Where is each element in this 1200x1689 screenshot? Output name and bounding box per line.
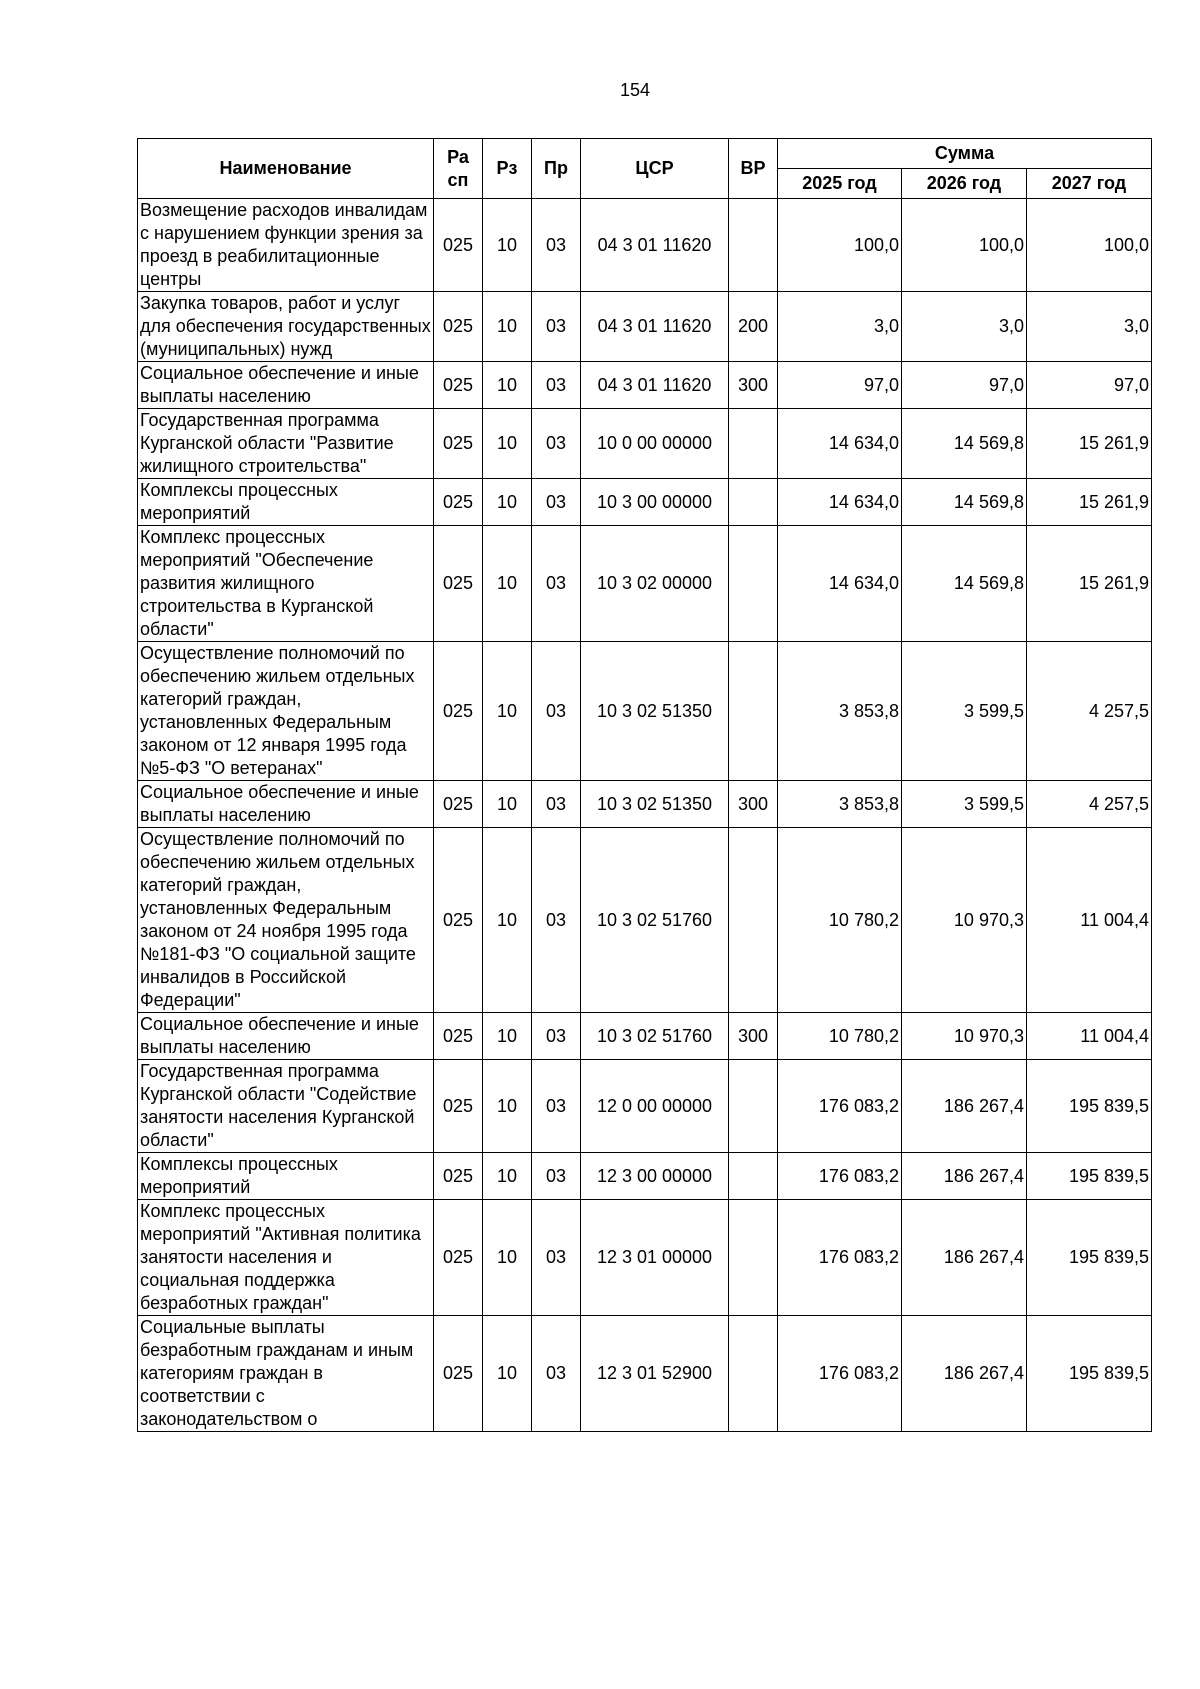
- row-name: Социальные выплаты безработным гражданам и иным категориям граждан в соответствии с законодательством о: [138, 1316, 434, 1432]
- row-name: Осуществление полномочий по обеспечению жильем отдельных категорий граждан, установленных Федеральным законом от 24 ноября 1995 года №181-ФЗ "О социальной защите инвалидов в Российской Федерации": [138, 828, 434, 1013]
- row-csr: 04 3 01 11620: [581, 292, 729, 362]
- row-amount-2025: 3 853,8: [778, 642, 902, 781]
- row-amount-2027: 4 257,5: [1027, 642, 1152, 781]
- header-rasp: Ра сп: [434, 139, 483, 199]
- table-row: [138, 479, 1152, 526]
- row-amount-2026: 186 267,4: [902, 1153, 1027, 1200]
- row-csr: 10 0 00 00000: [581, 409, 729, 479]
- row-pr: 03: [532, 642, 581, 781]
- table-row: [138, 781, 1152, 828]
- row-csr: 12 0 00 00000: [581, 1060, 729, 1153]
- row-pr: 03: [532, 1316, 581, 1432]
- row-rz: 10: [483, 362, 532, 409]
- row-amount-2027: 195 839,5: [1027, 1200, 1152, 1316]
- row-rz: 10: [483, 642, 532, 781]
- row-amount-2025: 100,0: [778, 199, 902, 292]
- header-year-2027: 2027 год: [1027, 169, 1152, 199]
- row-rz: 10: [483, 1060, 532, 1153]
- row-rz: 10: [483, 1153, 532, 1200]
- row-csr: 10 3 02 51760: [581, 828, 729, 1013]
- row-vr: [729, 1060, 778, 1153]
- table-body: [138, 199, 1152, 1432]
- row-csr: 10 3 02 51350: [581, 781, 729, 828]
- row-vr: [729, 199, 778, 292]
- row-vr: 200: [729, 292, 778, 362]
- row-amount-2026: 186 267,4: [902, 1200, 1027, 1316]
- row-amount-2027: 97,0: [1027, 362, 1152, 409]
- row-csr: 12 3 01 00000: [581, 1200, 729, 1316]
- row-pr: 03: [532, 479, 581, 526]
- row-amount-2025: 14 634,0: [778, 479, 902, 526]
- row-rz: 10: [483, 292, 532, 362]
- row-rz: 10: [483, 199, 532, 292]
- row-pr: 03: [532, 781, 581, 828]
- row-name: Комплексы процессных мероприятий: [138, 479, 434, 526]
- row-amount-2027: 15 261,9: [1027, 479, 1152, 526]
- table-row: [138, 292, 1152, 362]
- row-amount-2027: 195 839,5: [1027, 1153, 1152, 1200]
- row-vr: [729, 479, 778, 526]
- table-row: [138, 1153, 1152, 1200]
- row-csr: 10 3 02 51350: [581, 642, 729, 781]
- header-csr: ЦСР: [581, 139, 729, 199]
- header-vr: ВР: [729, 139, 778, 199]
- header-rz: Рз: [483, 139, 532, 199]
- row-pr: 03: [532, 1060, 581, 1153]
- table-row: [138, 1060, 1152, 1153]
- row-vr: [729, 828, 778, 1013]
- row-amount-2027: 11 004,4: [1027, 1013, 1152, 1060]
- row-vr: 300: [729, 1013, 778, 1060]
- row-rz: 10: [483, 1200, 532, 1316]
- row-amount-2027: 195 839,5: [1027, 1060, 1152, 1153]
- row-amount-2025: 14 634,0: [778, 409, 902, 479]
- row-name: Государственная программа Курганской области "Содействие занятости населения Курганской области": [138, 1060, 434, 1153]
- row-amount-2026: 3 599,5: [902, 642, 1027, 781]
- row-amount-2027: 100,0: [1027, 199, 1152, 292]
- row-pr: 03: [532, 362, 581, 409]
- row-csr: 04 3 01 11620: [581, 362, 729, 409]
- row-vr: 300: [729, 781, 778, 828]
- row-csr: 12 3 01 52900: [581, 1316, 729, 1432]
- row-amount-2026: 14 569,8: [902, 526, 1027, 642]
- row-csr: 10 3 02 00000: [581, 526, 729, 642]
- row-pr: 03: [532, 1013, 581, 1060]
- table-row: [138, 1200, 1152, 1316]
- row-rz: 10: [483, 828, 532, 1013]
- row-amount-2026: 14 569,8: [902, 409, 1027, 479]
- table-row: [138, 362, 1152, 409]
- row-amount-2026: 100,0: [902, 199, 1027, 292]
- row-amount-2026: 10 970,3: [902, 828, 1027, 1013]
- row-pr: 03: [532, 199, 581, 292]
- row-vr: [729, 1316, 778, 1432]
- header-year-2025: 2025 год: [778, 169, 902, 199]
- row-csr: 12 3 00 00000: [581, 1153, 729, 1200]
- row-vr: [729, 1153, 778, 1200]
- row-rasp: 025: [434, 199, 483, 292]
- row-amount-2026: 14 569,8: [902, 479, 1027, 526]
- row-rz: 10: [483, 526, 532, 642]
- row-csr: 10 3 00 00000: [581, 479, 729, 526]
- row-name: Социальное обеспечение и иные выплаты населению: [138, 1013, 434, 1060]
- row-name: Комплексы процессных мероприятий: [138, 1153, 434, 1200]
- row-rasp: 025: [434, 828, 483, 1013]
- row-amount-2025: 176 083,2: [778, 1153, 902, 1200]
- row-name: Закупка товаров, работ и услуг для обеспечения государственных (муниципальных) нужд: [138, 292, 434, 362]
- row-vr: [729, 409, 778, 479]
- row-pr: 03: [532, 409, 581, 479]
- row-amount-2025: 3,0: [778, 292, 902, 362]
- table-row: [138, 1013, 1152, 1060]
- row-amount-2025: 176 083,2: [778, 1200, 902, 1316]
- table-header: [138, 139, 1152, 199]
- row-amount-2025: 14 634,0: [778, 526, 902, 642]
- row-amount-2025: 176 083,2: [778, 1316, 902, 1432]
- row-rasp: 025: [434, 642, 483, 781]
- header-sum: Сумма: [778, 139, 1152, 169]
- table-row: [138, 1316, 1152, 1432]
- row-vr: [729, 642, 778, 781]
- row-amount-2027: 3,0: [1027, 292, 1152, 362]
- row-amount-2026: 3,0: [902, 292, 1027, 362]
- row-amount-2027: 4 257,5: [1027, 781, 1152, 828]
- row-rz: 10: [483, 479, 532, 526]
- row-pr: 03: [532, 828, 581, 1013]
- row-amount-2026: 186 267,4: [902, 1316, 1027, 1432]
- table-row: [138, 409, 1152, 479]
- row-amount-2027: 15 261,9: [1027, 526, 1152, 642]
- row-csr: 10 3 02 51760: [581, 1013, 729, 1060]
- table-row: [138, 828, 1152, 1013]
- row-rasp: 025: [434, 362, 483, 409]
- row-amount-2025: 97,0: [778, 362, 902, 409]
- header-name: Наименование: [138, 139, 434, 199]
- row-name: Социальное обеспечение и иные выплаты населению: [138, 362, 434, 409]
- row-name: Осуществление полномочий по обеспечению жильем отдельных категорий граждан, установленных Федеральным законом от 12 января 1995 года №5-ФЗ "О ветеранах": [138, 642, 434, 781]
- row-rasp: 025: [434, 781, 483, 828]
- row-name: Социальное обеспечение и иные выплаты населению: [138, 781, 434, 828]
- row-rasp: 025: [434, 479, 483, 526]
- row-amount-2026: 10 970,3: [902, 1013, 1027, 1060]
- row-amount-2025: 10 780,2: [778, 828, 902, 1013]
- row-rasp: 025: [434, 1013, 483, 1060]
- row-rasp: 025: [434, 1200, 483, 1316]
- budget-table: [137, 138, 1152, 1432]
- row-amount-2025: 176 083,2: [778, 1060, 902, 1153]
- row-amount-2026: 186 267,4: [902, 1060, 1027, 1153]
- row-rasp: 025: [434, 1153, 483, 1200]
- row-vr: [729, 1200, 778, 1316]
- row-amount-2025: 3 853,8: [778, 781, 902, 828]
- row-amount-2027: 195 839,5: [1027, 1316, 1152, 1432]
- row-pr: 03: [532, 526, 581, 642]
- row-rasp: 025: [434, 1316, 483, 1432]
- row-name: Возмещение расходов инвалидам с нарушением функции зрения за проезд в реабилитационные центры: [138, 199, 434, 292]
- row-rz: 10: [483, 781, 532, 828]
- row-pr: 03: [532, 1200, 581, 1316]
- header-year-2026: 2026 год: [902, 169, 1027, 199]
- row-name: Комплекс процессных мероприятий "Активная политика занятости населения и социальная поддержка безработных граждан": [138, 1200, 434, 1316]
- row-pr: 03: [532, 292, 581, 362]
- row-rz: 10: [483, 409, 532, 479]
- row-csr: 04 3 01 11620: [581, 199, 729, 292]
- page-number: 154: [619, 80, 651, 100]
- row-amount-2025: 10 780,2: [778, 1013, 902, 1060]
- row-rasp: 025: [434, 292, 483, 362]
- row-name: Государственная программа Курганской области "Развитие жилищного строительства": [138, 409, 434, 479]
- row-vr: 300: [729, 362, 778, 409]
- row-amount-2027: 15 261,9: [1027, 409, 1152, 479]
- row-rz: 10: [483, 1013, 532, 1060]
- table-row: [138, 642, 1152, 781]
- row-amount-2026: 97,0: [902, 362, 1027, 409]
- row-rz: 10: [483, 1316, 532, 1432]
- header-pr: Пр: [532, 139, 581, 199]
- row-name: Комплекс процессных мероприятий "Обеспечение развития жилищного строительства в Курганской области": [138, 526, 434, 642]
- table-row: [138, 199, 1152, 292]
- row-pr: 03: [532, 1153, 581, 1200]
- table-row: [138, 526, 1152, 642]
- row-vr: [729, 526, 778, 642]
- row-amount-2027: 11 004,4: [1027, 828, 1152, 1013]
- row-rasp: 025: [434, 1060, 483, 1153]
- row-amount-2026: 3 599,5: [902, 781, 1027, 828]
- row-rasp: 025: [434, 409, 483, 479]
- row-rasp: 025: [434, 526, 483, 642]
